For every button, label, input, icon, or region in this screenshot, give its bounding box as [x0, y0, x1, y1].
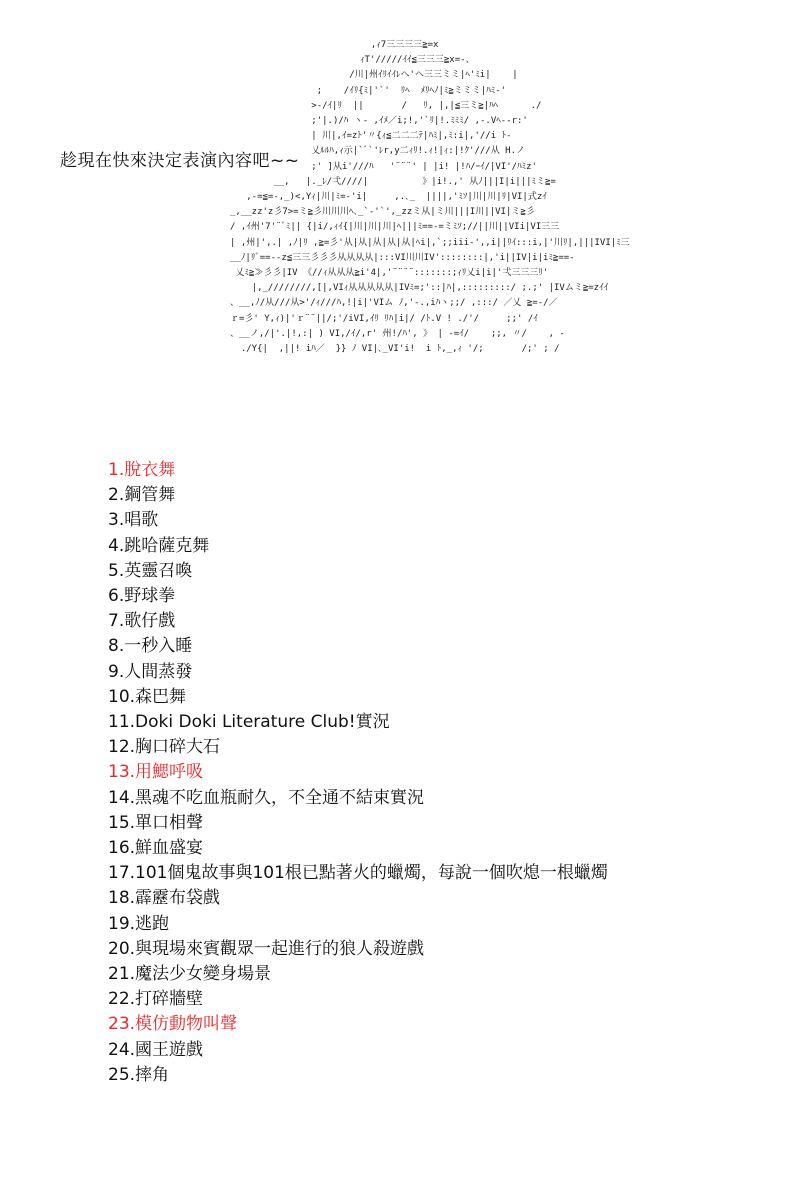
caption-text: 趁現在快來決定表演內容吧~~ — [60, 151, 300, 171]
option-item: 6.野球拳 — [108, 586, 176, 607]
ascii-art-character: ,ｨ7三三三三≧=x ｨT'/////ｲｲ≦三三三≧x=-、 /川|州ｲﾘｲｲﾚヘ'ヘ三三ミミ|ﾍ'ﾐi| | ; /ｲﾘ{ﾐ|'`' ﾘﾍ ﾒﾘﾍﾉ|ﾐ≧ミミミ|ﾊﾐ-' >-/ｲ|ﾘ || / ﾘ, |,|≦三ミ≧|ﾊﾍ ./ ;'|.)/ﾊ ヽ- ,ｲﾒ／i;!,'`ﾘ|!.ﾐﾐﾐ/ ,-.Vﾍ--r:' | 川|,ｲ=zﾄ'〃{ｨ≦二二二ﾃ|ﾊﾐ|,ﾐ:i|,'//i ﾄ- 乂ﾙﾙﾊ,ｨ示|`ﾞ`'ﾚr,y二ｨﾘ!.ｨ!|ｨ:|!ｸ'///从 H.ノ ;' ]从i'///ﾊ '¨¨¨' | |i! |!ﾊ/ｰｲ/|VI'/ﾊﾐz' __, |._ﾚ/弌////| 》|i!.,' 从ﾉ|||I|i|||ﾐミ≧= ,-=≦=-,_)<,Yｨ|川|ﾐ=-'i| ,.､_ ||||,'ﾐｿ|川|川|ﾘ|VI|式zｲ _,__zz'z彡7>=ミ≧彡川川川ﾍ､_`-'`',_zzミ从|ミ川|||I川||VI|ミ≧彡 / ,ｲ州'7'¨ﾞﾐ|| {|i/,ｨｲ{|川|川|川|ﾍ|||ﾐ==-=ミﾐｿ;//||川||VIi|VI三三 | ,州|',.| ,ﾉ|ﾘ ,≧=彡'从|从|从|从|从|ﾍi|,`;;iii-',,i||ﾘｲ:::i,|'川ﾘ|,|||IVI|ﾐ三 __ﾉ|ﾘﾞ==--z≦三三彡彡彡从从从从|:::VI川川IV'::::::::|,'i||IV|i|iﾐ≧==- 乂ﾐ≧≫彡彡|IV 《//ｨ从从从≧i'4|,'¨¨¨¨:::::::;ｨﾘ乂i|i|'弌三三三ﾘ' |,_////////,[|,VIｨ从从从从从|IVﾐ=;'::|ﾊ|,:::::::::/ ;.;' |IVムミ≧=zｲｲ 、__,ﾉ/从///从>'/ｨ///ﾊ,!|i|'VIム ﾉ,'-.,iﾊヽ;;/ ,:::/ ／乂 ≧=-/／ ｒ=彡' Y,ｨ)|'ｒ¨¨||/;'/iVI,ｲﾘ ﾘﾊ|i|/ /ﾄ.V ! ./'/ ;;' /ｲ 、__ノ,/|'.|!,:| ) VI,/ｲ/,r' 州!/ﾊ', 》 | -=ｲ/ ;;, 〃/ , - ./Y{| ,||! iﾊ／ }} ﾉ VI|､_VI'i! i ﾄ,_,ｨ '/; /;' ; / — [230, 40, 630, 355]
option-item: 18.霹靂布袋戲 — [108, 888, 221, 909]
option-item: 8.一秒入睡 — [108, 636, 193, 657]
option-item: 24.國王遊戲 — [108, 1039, 204, 1060]
option-item: 2.鋼管舞 — [108, 485, 176, 506]
option-item: 1.脫衣舞 — [108, 460, 176, 480]
option-item: 15.單口相聲 — [108, 812, 204, 833]
option-item: 9.人間蒸發 — [108, 661, 193, 682]
option-item: 25.摔角 — [108, 1064, 170, 1085]
option-item: 23.模仿動物叫聲 — [108, 1014, 238, 1035]
option-item: 10.森巴舞 — [108, 686, 187, 707]
option-item: 7.歌仔戲 — [108, 611, 176, 632]
option-item: 13.用鰓呼吸 — [108, 762, 204, 783]
option-item: 21.魔法少女變身場景 — [108, 964, 272, 985]
option-item: 11.Doki Doki Literature Club!實況 — [108, 712, 390, 733]
option-item: 14.黑魂不吃血瓶耐久，不全通不結束實況 — [108, 787, 425, 808]
option-item: 22.打碎牆壁 — [108, 989, 204, 1010]
option-item: 4.跳哈薩克舞 — [108, 535, 210, 556]
option-item: 20.與現場來賓觀眾一起進行的狼人殺遊戲 — [108, 938, 425, 959]
option-item: 16.鮮血盛宴 — [108, 838, 204, 859]
option-item: 19.逃跑 — [108, 913, 170, 934]
option-item: 17.101個鬼故事與101根已點著火的蠟燭，每說一個吹熄一根蠟燭 — [108, 863, 608, 884]
performance-option-list — [108, 458, 608, 1088]
option-item: 3.唱歌 — [108, 510, 159, 531]
option-item: 12.胸口碎大石 — [108, 737, 221, 758]
option-item: 5.英靈召喚 — [108, 560, 193, 581]
